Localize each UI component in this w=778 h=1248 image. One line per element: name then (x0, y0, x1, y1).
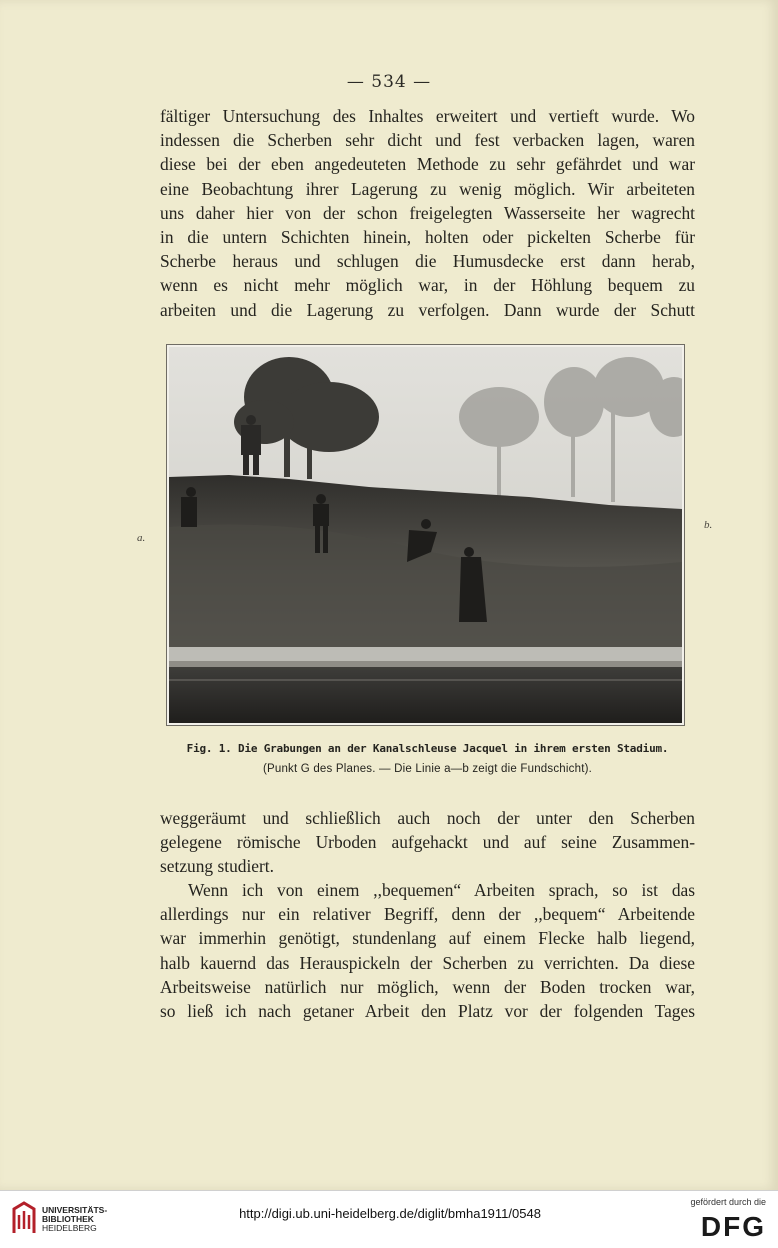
text-line: allerdings nur ein relativer Begriff, denn der ,,bequem“ Arbeitende (160, 904, 695, 925)
text-line: in die untern Schichten hinein, holten oder pickelten Scherbe für (160, 227, 695, 248)
figure-caption-subtitle: (Punkt G des Planes. — Die Linie a—b zeigt die Fundschicht). (262, 763, 593, 775)
text-line: Scherbe heraus und schlugen die Humusdecke erst dann herab, (160, 251, 695, 272)
dfg-logo: DFG (700, 1211, 766, 1242)
line-marker-b: b. (704, 519, 713, 531)
paragraph-3 (160, 878, 695, 1023)
excavation-photo (166, 344, 685, 726)
university-library-icon (10, 1199, 38, 1235)
text-line: halb kauernd das Herauspickeln der Scherben zu verrichten. Da diese (160, 952, 695, 973)
text-line: eine Beobachtung ihrer Lagerung zu wenig möglich. Wir arbeiteten (160, 178, 695, 199)
text-line: wenn es nicht mehr möglich war, in der Höhlung bequem zu (160, 275, 695, 296)
library-name-line: UNIVERSITÄTS- (42, 1205, 108, 1215)
page-number: — 534 — (346, 72, 432, 92)
text-line: Arbeitsweise natürlich nur möglich, wenn der Boden trocken war, (160, 976, 695, 997)
library-name (42, 1206, 107, 1233)
paragraph-2 (160, 806, 695, 879)
library-name-line: HEIDELBERG (42, 1223, 97, 1233)
text-line: Wenn ich von einem ,,bequemen“ Arbeiten sprach, so ist das (188, 880, 695, 900)
text-line: weggeräumt und schließlich auch noch der unter den Scherben (160, 808, 695, 828)
footer-bar (0, 1190, 778, 1248)
library-name-line: BIBLIOTHEK (42, 1214, 94, 1224)
text-line: arbeiten und die Lagerung zu verfolgen. Dann wurde der Schutt (160, 299, 695, 320)
figure-caption: Fig. 1. Die Grabungen an der Kanalschleuse Jacquel in ihrem ersten Stadium. (186, 742, 669, 755)
text-line: gelegene römische Urboden aufgehackt und auf seine Zusammen- (160, 832, 695, 853)
text-line: war immerhin genötigt, stundenlang auf einem Flecke halb liegend, (160, 928, 695, 949)
paragraph-1 (160, 104, 695, 322)
text-line: fältiger Untersuchung des Inhaltes erweitert und vertieft wurde. Wo (160, 106, 695, 126)
text-line: diese bei der eben angedeuteten Methode zu sehr gefährdet und war (160, 154, 695, 175)
permalink-url[interactable]: http://digi.ub.uni-heidelberg.de/diglit/bmha1911/0548 (239, 1206, 541, 1221)
text-line: indessen die Scherben sehr dicht und fest verbacken lagen, waren (160, 130, 695, 151)
photo-illustration (169, 347, 682, 723)
text-line: setzung studiert. (160, 856, 274, 877)
funding-note: gefördert durch die (690, 1197, 766, 1207)
line-marker-a: a. (137, 532, 146, 544)
text-line: uns daher hier von der schon freigelegten Wasserseite her wagrecht (160, 202, 695, 223)
text-line: so ließ ich nach getaner Arbeit den Platz vor der folgenden Tages (160, 1001, 695, 1022)
